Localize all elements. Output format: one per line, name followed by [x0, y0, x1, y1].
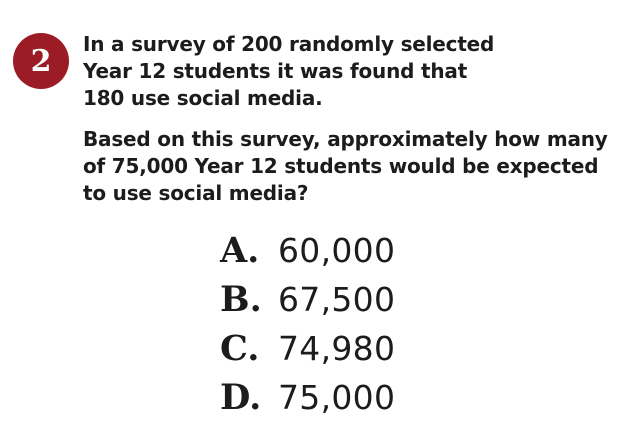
- question-number: 2: [30, 43, 52, 79]
- option-letter: C.: [220, 328, 260, 369]
- option-a[interactable]: [220, 226, 395, 275]
- context-line: In a survey of 200 randomly selected: [83, 32, 495, 56]
- prompt-line: to use social media?: [83, 181, 309, 205]
- prompt-line: of 75,000 Year 12 students would be expected: [83, 154, 599, 178]
- option-letter: B.: [220, 279, 262, 320]
- option-b[interactable]: [220, 275, 395, 324]
- context-line: Year 12 students it was found that: [83, 59, 468, 83]
- option-value: 67,500: [278, 280, 396, 319]
- question-prompt: [83, 126, 608, 207]
- option-letter: A.: [220, 230, 260, 271]
- option-letter: D.: [220, 377, 262, 418]
- answer-options: [220, 226, 395, 422]
- option-c[interactable]: [220, 324, 395, 373]
- context-line: 180 use social media.: [83, 86, 323, 110]
- question-context: [83, 31, 494, 112]
- option-value: 60,000: [278, 231, 396, 270]
- question-number-badge: [13, 33, 69, 89]
- option-value: 74,980: [278, 329, 396, 368]
- option-d[interactable]: [220, 373, 395, 422]
- prompt-line: Based on this survey, approximately how many: [83, 127, 608, 151]
- option-value: 75,000: [278, 378, 396, 417]
